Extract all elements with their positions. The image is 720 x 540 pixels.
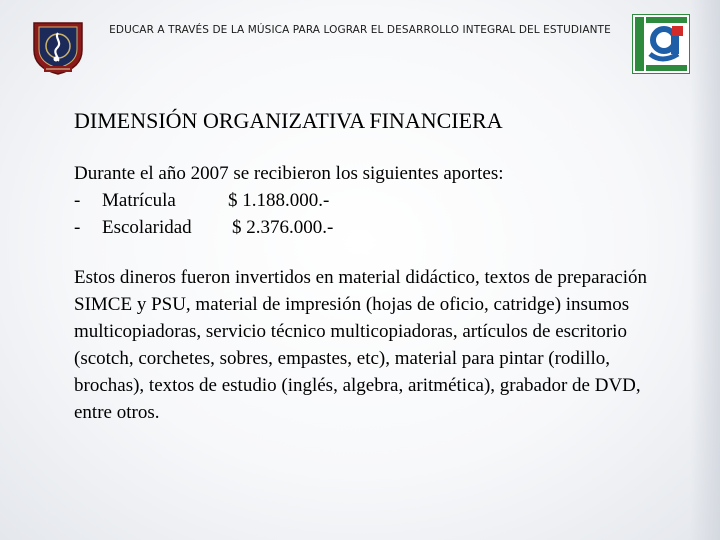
body-paragraph: Estos dineros fueron invertidos en material didáctico, textos de preparación SIMCE y PSU, material de impresión (hojas de oficio, catridge) insumos multicopiadoras, servicio técnico multicopiadoras, artículos de escritorio (scotch, corchetes, sobres, empastes, etc), material para pintar (rodillo, brochas), textos de estudio (inglés, algebra, aritmética), grabador de DVD, entre otros. (74, 267, 647, 423)
item-amount: $ 1.188.000.- (228, 190, 330, 211)
item-label: Matrícula (102, 190, 176, 211)
quality-seal-g-icon (632, 14, 690, 74)
item-amount: $ 2.376.000.- (232, 217, 334, 238)
contributions-block (74, 160, 504, 241)
list-bullet: - (74, 190, 81, 211)
header-motto: EDUCAR A TRAVÉS DE LA MÚSICA PARA LOGRAR EL DESARROLLO INTEGRAL DEL ESTUDIANTE (109, 24, 611, 36)
intro-text: Durante el año 2007 se recibieron los siguientes aportes: (74, 163, 504, 184)
item-label: Escolaridad (102, 217, 192, 238)
list-bullet: - (74, 217, 81, 238)
slide-title: DIMENSIÓN ORGANIZATIVA FINANCIERA (74, 108, 503, 133)
list-item (74, 187, 504, 214)
background-edge-shade (690, 0, 720, 540)
list-item (74, 214, 504, 241)
school-music-crest-icon (30, 20, 86, 76)
